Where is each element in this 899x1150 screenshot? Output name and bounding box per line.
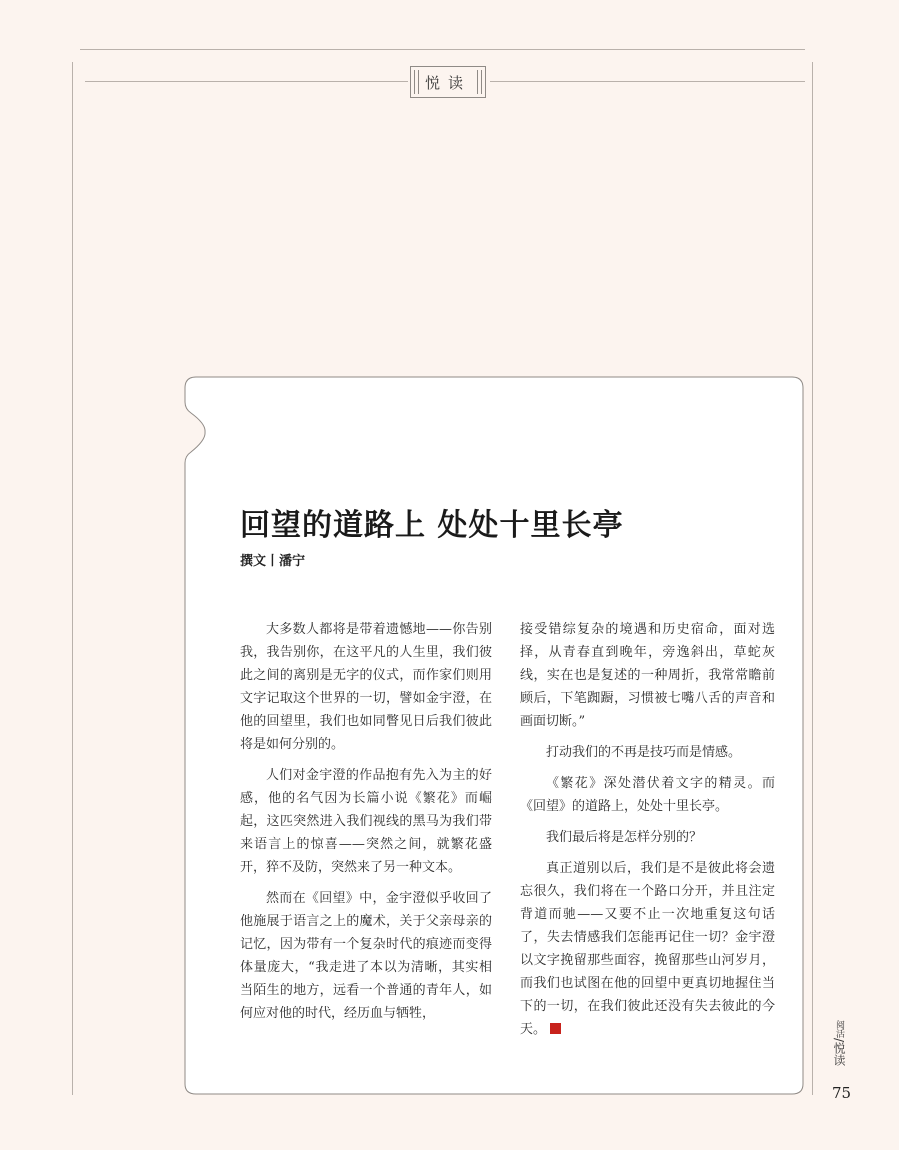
paragraph: 然而在《回望》中，金宇澄似乎收回了他施展于语言之上的魔术，关于父亲母亲的记忆，因为带有一个复杂时代的痕迹而变得体量庞大，“我走进了本以为清晰，其实相当陌生的地方，远看一个普通的青年人，如何应对他的时代，经历血与牺牲， (240, 891, 492, 1021)
article-byline: 撰文丨潘宁 (240, 554, 306, 569)
paragraph: 《繁花》深处潜伏着文字的精灵。而《回望》的道路上，处处十里长亭。 (520, 776, 775, 814)
end-mark-icon (550, 1023, 561, 1034)
folio-section-name: 悦读 (832, 1042, 846, 1067)
closing-paragraph (520, 857, 775, 1041)
folio-magazine-name: 阅活 (834, 1020, 844, 1038)
section-tag-label: 悦读 (424, 73, 471, 92)
folio-section (832, 1020, 846, 1080)
left-column (240, 618, 492, 1033)
paragraph: 人们对金宇澄的作品抱有先入为主的好感，他的名气因为长篇小说《繁花》而崛起，这匹突然进入我们视线的黑马为我们带来语言上的惊喜——突然之间，就繁花盛开，猝不及防，突然来了另一种文本。 (240, 768, 492, 875)
folio (832, 1020, 862, 1080)
paragraph-continuation: 接受错综复杂的境遇和历史宿命，面对选择，从青春直到晚年，旁逸斜出，草蛇灰线，实在也是复述的一种周折，我常常瞻前顾后，下笔踟蹰，习惯被七嘴八舌的声音和画面切断。” (520, 622, 775, 729)
paragraph: 大多数人都将是带着遗憾地——你告别我，我告别你，在这平凡的人生里，我们彼此之间的离别是无字的仪式，而作家们则用文字记取这个世界的一切，譬如金宇澄，在他的回望里，我们也如同瞥见日后我们彼此将是如何分别的。 (240, 622, 492, 752)
paragraph: 打动我们的不再是技巧而是情感。 (546, 745, 742, 760)
page-number: 75 (832, 1084, 852, 1102)
article-title: 回望的道路上 处处十里长亭 (240, 508, 624, 543)
closing-text: 真正道别以后，我们是不是彼此将会遗忘很久，我们将在一个路口分开，并且注定背道而驰——又要不止一次地重复这句话了，失去情感我们怎能再记住一切？金宇澄以文字挽留那些面容，挽留那些山河岁月，而我们也试图在他的回望中更真切地握住当下的一切，在我们彼此还没有失去彼此的今天。 (520, 861, 775, 1037)
right-column (520, 618, 775, 1049)
folio-slash: / (832, 1038, 846, 1043)
paragraph: 我们最后将是怎样分别的？ (546, 830, 703, 845)
